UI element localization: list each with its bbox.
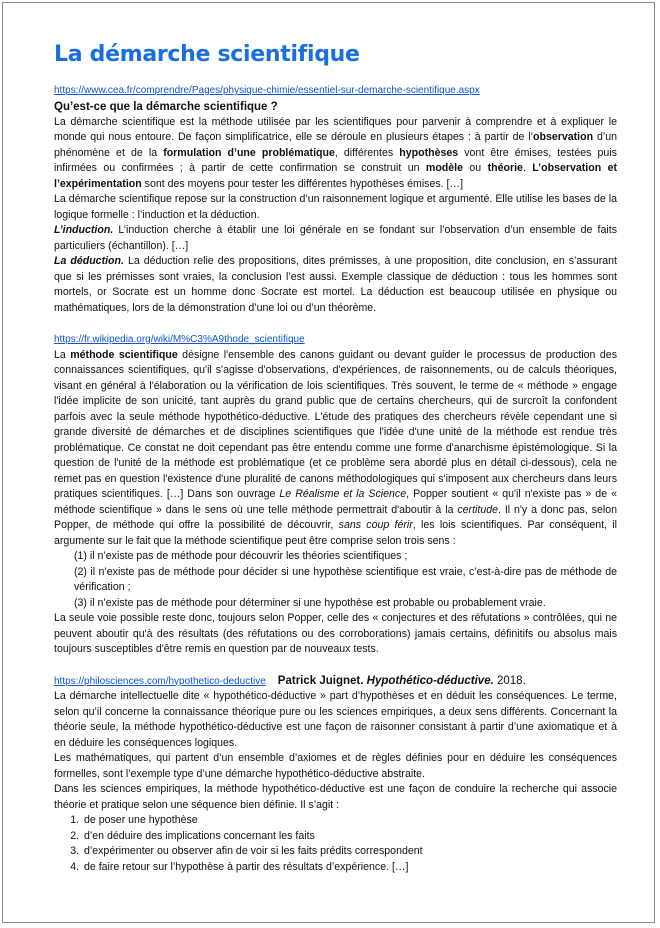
source-line [54, 674, 617, 690]
section-heading: Qu’est-ce que la démarche scientifique ? [54, 100, 278, 113]
list-item: 4. de faire retour sur l’hypothèse à partir des résultats d’expérience. […] [82, 860, 617, 876]
induction-label: L’induction. [54, 224, 114, 236]
source-link-wikipedia[interactable]: https://fr.wikipedia.org/wiki/M%C3%A9thode_scientifique [54, 334, 305, 345]
citation: Patrick Juignet. Hypothético-déductive. 2018. [277, 674, 526, 687]
list-item: (2) il n’existe pas de méthode pour décider si une hypothèse scientifique est vraie, c’est-à-dire pas de méthode de vérification ; [74, 565, 617, 593]
document-page [2, 2, 655, 923]
spacer [54, 316, 617, 332]
list-item: (1) il n’existe pas de méthode pour découvrir les théories scientifiques ; [74, 550, 408, 562]
document-content [54, 41, 617, 875]
spacer [54, 658, 617, 674]
paragraph-empirical: Dans les sciences empiriques, la méthode hypothético-déductive est une façon de conduire la recherche qui associe théorie et pratique selon une séquence bien définie. Il s’agit : [54, 783, 617, 811]
list-item: 3. d’expérimenter ou observer afin de voir si les faits prédits correspondent [82, 844, 617, 860]
section-cea [54, 83, 617, 316]
hd-steps-list [54, 813, 617, 875]
page-title: La démarche scientifique [54, 42, 360, 67]
popper-senses-list [54, 549, 617, 611]
paragraph-induction: L’induction. L’induction cherche à établir une loi générale en se fondant sur l’observation d’un ensemble de faits particuliers (échantillon). […] [54, 224, 617, 252]
paragraph-logic: La démarche scientifique repose sur la construction d’un raisonnement logique et argumenté. Elle utilise les bases de la logique formelle : l’induction et la déduction. [54, 193, 617, 221]
deduction-label: La déduction. [54, 255, 124, 267]
paragraph-deduction: La déduction. La déduction relie des propositions, dites prémisses, à une proposition, dite conclusion, en s’assurant que si les prémisses sont vraies, la conclusion l’est aussi. Exemple classique de déduction : tous les hommes sont mortels, or Socrate est un homme donc Socrate est mortel. La déduction est beaucoup utilisée en physique ou mathématiques, lors de la démonstration d’une loi ou d’un théorème. [54, 255, 617, 314]
paragraph-method: La méthode scientifique désigne l'ensemble des canons guidant ou devant guider le processus de production des connaissances scientifiques, qu'il s'agisse d'observations, d'expériences, de raisonnements, ou de calculs théoriques, visant en général à l'élaboration ou la vérification de lois scientifiques. Très souvent, le terme de « méthode » engage l'idée implicite de son unicité, tant auprès du grand public que de certains chercheurs, qui de surcroît la confondent parfois avec la seule méthode hypothético-déductive. L'étude des pratiques des chercheurs révèle cependant une si grande diversité de démarches et de disciplines scientifiques que l'idée d'une unité de la méthode est rendue très problématique. Ce constat ne doit cependant pas être entendu comme une forme d'anarchisme épistémologique. Si la question de l'unité de la méthode est problématique (et ce problème sera abordé plus en détail ci-dessous), cela ne remet pas en question l'existence d'une pluralité de canons méthodologiques qui s'imposent aux chercheurs dans leurs pratiques scientifiques. […] Dans son ouvrage Le Réalisme et la Science, Popper soutient « qu'il n'existe pas » de « méthode scientifique » dans le sens où une telle méthode permettrait d'aboutir à la certitude. Il n'y a donc pas, selon Popper, de méthode qui offre la possibilité de découvrir, sans coup férir, les lois scientifiques. Par conséquent, il argumente sur le fait que la méthode scientifique peut être comprise selon trois sens : [54, 348, 617, 547]
source-link-philosciences[interactable]: https://philosciences.com/hypothetico-deductive [54, 675, 266, 687]
paragraph-conjectures: La seule voie possible reste donc, toujours selon Popper, celle des « conjectures et des réfutations » contrôlées, qui ne peuvent aboutir qu'à des résultats (des réfutations ou des corroborations) jamais certains, définitifs ou absolus mais toujours susceptibles d'être remis en question par de nouveaux tests. [54, 612, 617, 655]
section-philosciences [54, 674, 617, 876]
paragraph-mathematics: Les mathématiques, qui partent d’un ensemble d’axiomes et de règles définies pour en déduire les conséquences formelles, sont l’exemple type d’une démarche hypothético-déductive abstraite. [54, 752, 617, 780]
section-wikipedia [54, 332, 617, 658]
list-item: (3) il n’existe pas de méthode pour déterminer si une hypothèse est probable ou probablement vraie. [74, 596, 546, 609]
paragraph-hd-intro: La démarche intellectuelle dite « hypothético-déductive » part d’hypothèses et en déduit les conséquences. Le terme, selon qu’il concerne la connaissance théorique pure ou les sciences empiriques, a deux sens différents. Concernant la théorie seule, la méthode hypothético-déductive est une façon de raisonner consistant à partir d’une axiomatique et à en déduire les conséquences logiques. [54, 690, 617, 749]
paragraph-definition: La démarche scientifique est la méthode utilisée par les scientifiques pour parvenir à comprendre et à expliquer le monde qui nous entoure. De façon simplificatrice, elle se déroule en plusieurs étapes : à partir de l’observation d’un phénomène et de la formulation d’une problématique, différentes hypothèses vont être émises, testées puis infirmées ou confirmées ; à partir de cette confirmation se construit un modèle ou théorie. L’observation et l’expérimentation sont des moyens pour tester les différentes hypothèses émises. […] [54, 115, 617, 190]
source-link-cea[interactable]: https://www.cea.fr/comprendre/Pages/physique-chimie/essentiel-sur-demarche-scientifique.aspx [54, 85, 480, 96]
list-item: 1. de poser une hypothèse [82, 813, 617, 829]
list-item: 2. d’en déduire des implications concernant les faits [82, 829, 617, 845]
